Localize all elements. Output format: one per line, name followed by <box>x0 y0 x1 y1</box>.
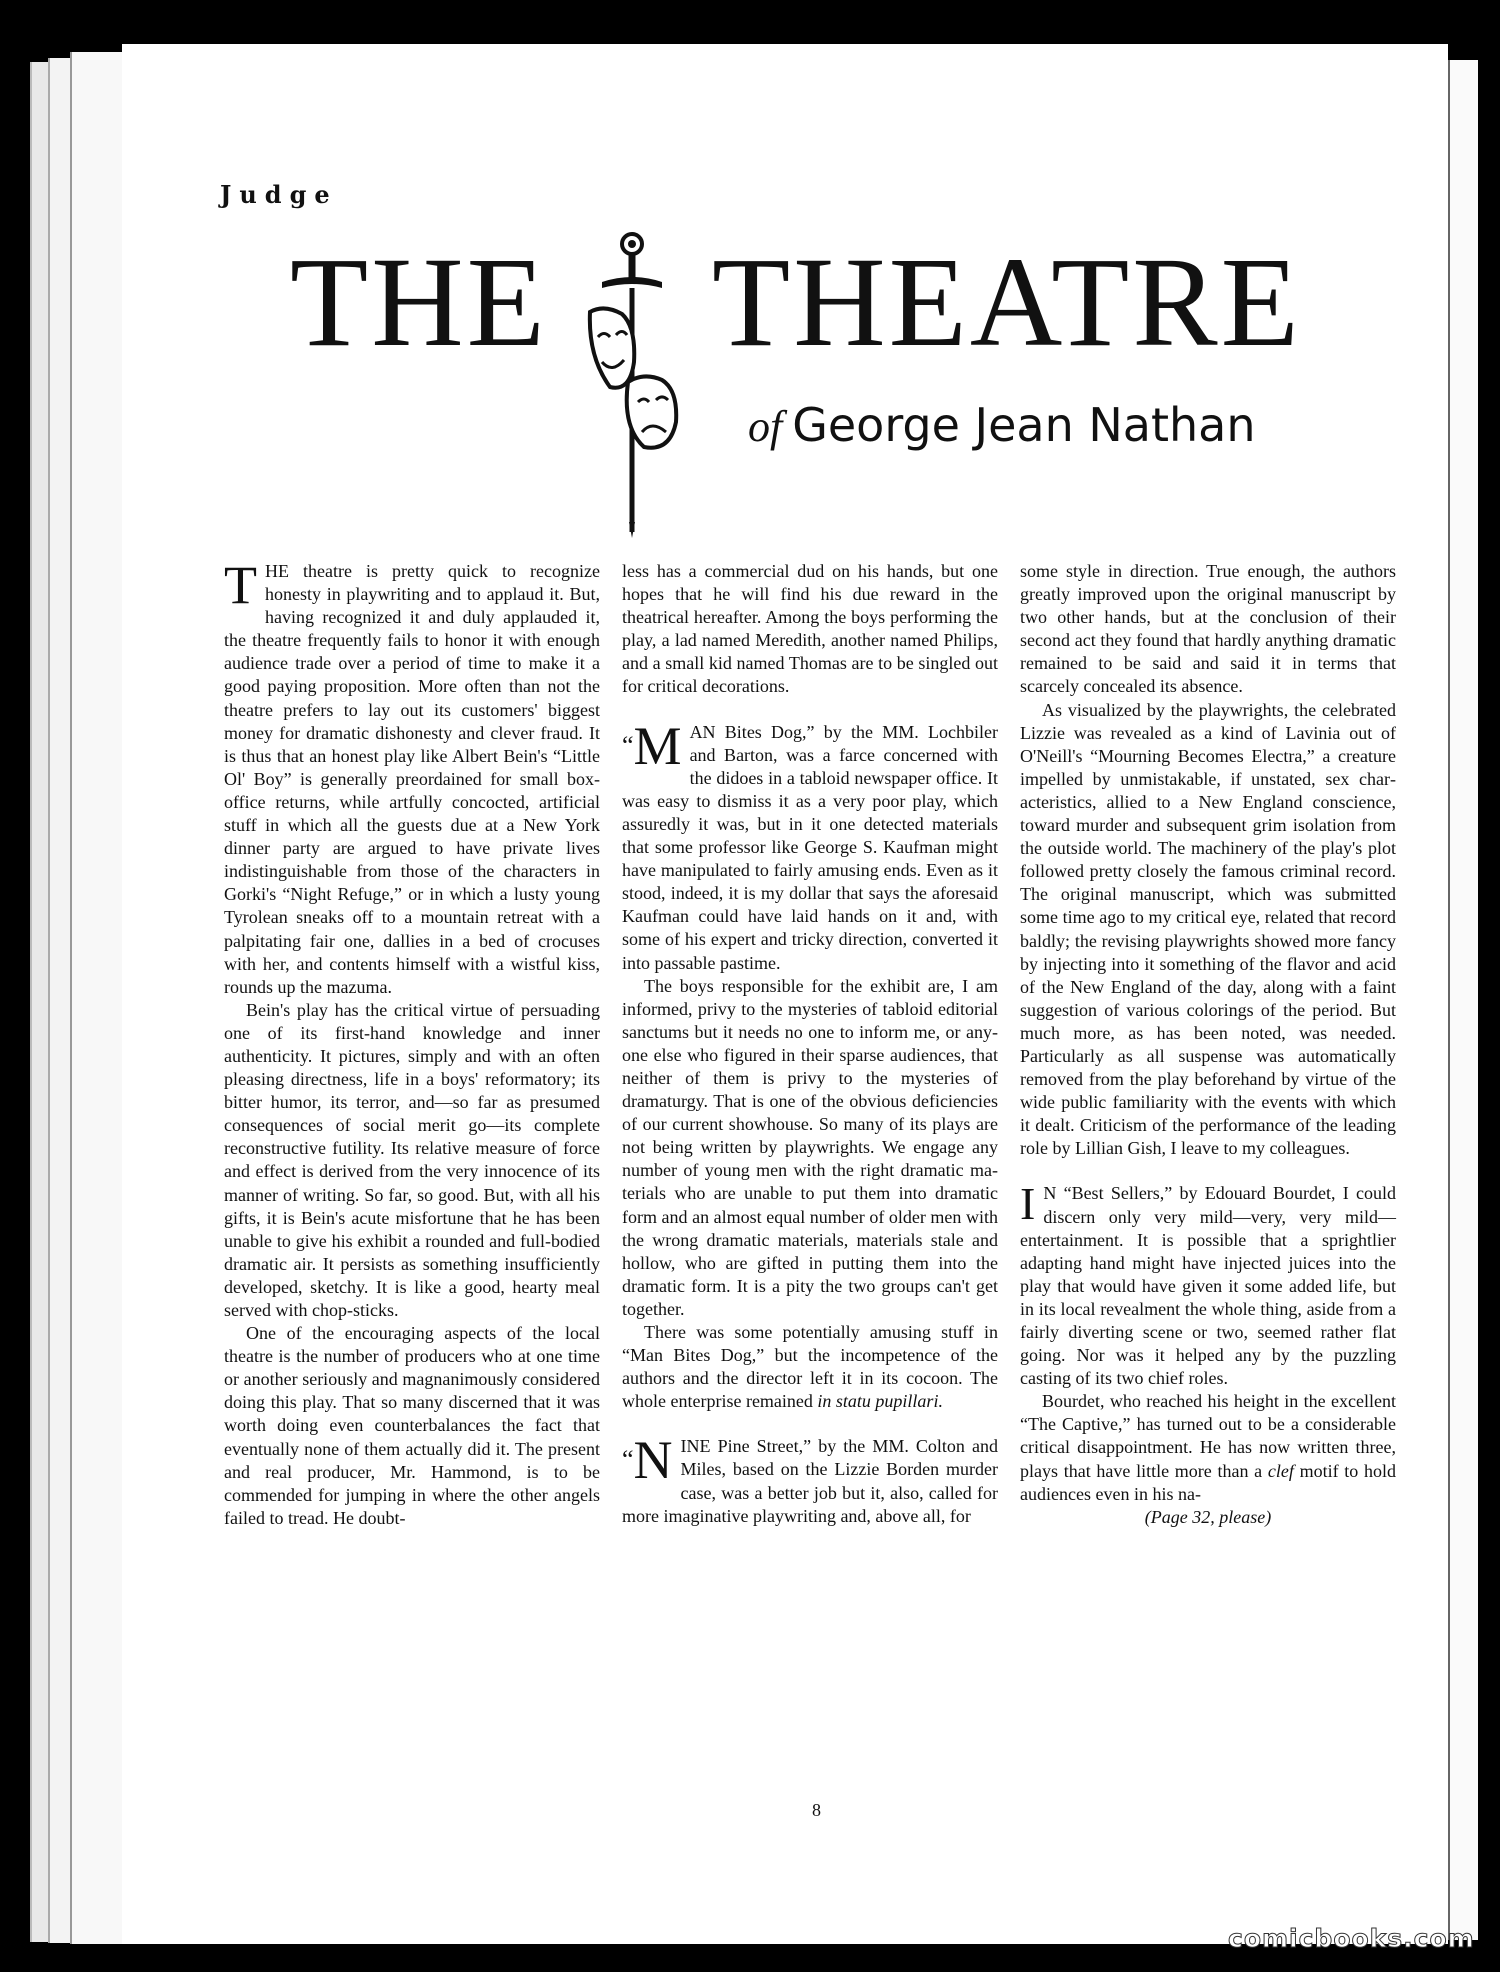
magazine-name: Judge <box>220 180 338 209</box>
sword-masks-emblem <box>582 232 682 538</box>
paragraph-text: AN Bites Dog,” by the MM. Lochbiler and Barton, was a farce concerned with the didoes in a tabloid newspaper office. It was easy to dismiss it as a very poor play, which assuredly it was, but in it one detected materials that some professor like George S. Kaufman might have manipulated to fairly amusing ends. Even as it stood, indeed, it is my dollar that says the aforesaid Kaufman could have laid hands on it and, with some of his expert and tricky direction, converted it into passable pastime. <box>622 721 998 973</box>
paragraph: Bein's play has the critical virtue of persuading one of its first-hand knowledge and inner authenticity. It pictures, simply and with an often pleasing directness, life in a boys' reformatory; its bitter humor, its terror, and—so far as presumed consequences of social merit go—its complete reconstructive futility. Its relative measure of force and effect is derived from the very innocence of its manner of writing. So far, so good. But, with all his gifts, it is Bein's acute misfortune that he has been unable to give his exhibit a rounded and full-bodied dramatic air. It persists as something insufficiently developed, sketchy. It is like a good, hearty meal served with chop-sticks. <box>224 999 600 1320</box>
drop-cap: T <box>224 555 257 615</box>
paragraph: less has a commercial dud on his hands, but one hopes that he will find his due reward in the theatrical hereafter. Among the boys performing the play, a lad named Meredith, another named Philips, and a small kid named Thomas are to be singled out for critical decorations. <box>622 561 998 697</box>
page-number: 8 <box>812 1800 821 1820</box>
drop-cap-quote: “ <box>622 1445 634 1475</box>
author-name: George Jean Nathan <box>792 398 1256 452</box>
article-column-1 <box>224 555 600 1530</box>
paragraph: some style in direction. True enough, the authors greatly improved upon the original manuscript by two other hands, but at the conclusion of their second act they found that hardly anything dramatic remained to be said and said it in terms that scarcely concealed its absence. <box>1020 561 1396 697</box>
italic-word: clef <box>1267 1460 1294 1481</box>
author-byline <box>748 398 1256 452</box>
drop-cap <box>622 715 682 776</box>
paragraph-text: N “Best Sellers,” by Edouard Bourdet, I could discern only very mild—very, very mild—entertainment. It is possible that a sprightlier adapting hand might have injected juices into the play that would have given it some added life, but in its local revealment the whole thing, aside from a fairly diverting scene or two, seemed rather flat going. Nor was it helped any by the puzzling casting of its two chief roles. <box>1020 1183 1396 1389</box>
page-title-right: THEATRE <box>712 231 1302 373</box>
paragraph <box>1020 1178 1396 1390</box>
article-column-2 <box>622 560 998 1528</box>
facing-page-edge <box>1448 60 1478 1940</box>
paragraph-text: motif to hold audiences even in his na- <box>1020 1460 1397 1504</box>
paragraph-text: HE theatre is pretty quick to recognize honesty in playwriting and to applaud it. But, having recognized it and duly applauded it, the theatre frequently fails to honor it with enough audience trade over a period of time to make it a good paying proposition. More often than not the theatre prefers to lay out its customers' biggest money for dramatic dishonesty and clever fraud. It is thus that an honest play like Albert Bein's “Little Ol' Boy” is generally preordained for small box-office returns, while artfully concocted, artificial stuff in which all the guests due at a New York dinner party are argued to have private lives indistinguishable from those of the characters in Gorki's “Night Refuge,” or in which a lusty young Tyrolean sneaks off to a mountain retreat with a palpitating fair one, dallies in a bed of crocuses with her, and contents himself with a wistful kiss, rounds up the mazuma. <box>224 561 600 997</box>
drop-cap: I <box>1020 1178 1036 1230</box>
drop-cap-letter: N <box>633 1430 673 1491</box>
byline-of: of <box>748 402 783 451</box>
drop-cap-quote: “ <box>622 730 634 760</box>
watermark-logo: comicbooks.com <box>1228 1924 1475 1953</box>
paragraph <box>224 555 600 999</box>
paragraph <box>622 1430 998 1527</box>
paragraph: One of the encouraging aspects of the local theatre is the number of producers who at one time or another seriously and magnanimously considered doing this play. That so many discerned that it was worth doing even counterbalances the fact that eventually none of them actually did it. The present and real producer, Mr. Hammond, is to be commended for jumping in where the other angels failed to tread. He doubt- <box>224 1323 600 1528</box>
latin-phrase: in statu pupillari. <box>817 1391 943 1412</box>
page-title-left: THE <box>290 231 548 373</box>
drop-cap <box>622 1430 673 1491</box>
paragraph-text: INE Pine Street,” by the MM. Colton and Miles, based on the Lizzie Borden murder case, was a better job but it, also, called for more imaginative playwriting and, above all, for <box>622 1436 998 1526</box>
paragraph-text: There was some potentially amusing stuff in “Man Bites Dog,” but the incompetence of the authors and the director left it in its cocoon. The whole enterprise remained <box>622 1322 998 1412</box>
paragraph: As visualized by the playwrights, the celebrated Lizzie was revealed as a kind of Lavinia out of O'Neill's “Mourning Becomes Electra,” a creature impelled by unmistakable, if unstated, sex characteristics, allied to a New England conscience, toward murder and subsequent grim isolation from the outside world. The machinery of the play's plot followed pretty closely the famous criminal record. The original manuscript, which was submitted some time ago to my critical eye, related that record baldly; the revising playwrights showed more fancy by injecting into it something of the flavor and acid of the New England of the day, along with a faint suggestion of various colorings of the period. But much more, as has been noted, was needed. Particularly as all suspense was automatically removed from the play beforehand by virtue of the wide public familiarity with the events with which it dealt. Criticism of the performance of the leading role by Lillian Gish, I leave to my colleagues. <box>1020 699 1396 1159</box>
continued-line: (Page 32, please) <box>1144 1506 1272 1527</box>
paragraph <box>622 1321 998 1413</box>
paragraph <box>1020 1390 1396 1505</box>
paragraph <box>622 715 998 975</box>
paragraph: The boys responsible for the exhibit are, I am informed, privy to the mysteries of tabloid editorial sanctums but it needs no one to inform me, or anyone else who figured in their sparse audiences, that neither of them is privy to the mysteries of dramaturgy. That is one of the obvious deficiencies of our current showhouse. So many of its plays are not being written by playwrights. We engage any number of young men with the right dramatic materials who are unable to put them into dramatic form and an almost equal number of older men with the wrong dramatic materials, materials stale and hollow, who are gifted in putting them into the dramatic form. It is a pity the two groups can't get together. <box>622 975 998 1319</box>
article-column-3 <box>1020 560 1396 1529</box>
drop-cap-letter: M <box>633 715 682 776</box>
paragraph-text: Bourdet, who reached his height in the excellent “The Captive,” has turned out to be a considerable critical disappointment. He has now written three, plays that have little more than a <box>1020 1391 1396 1481</box>
